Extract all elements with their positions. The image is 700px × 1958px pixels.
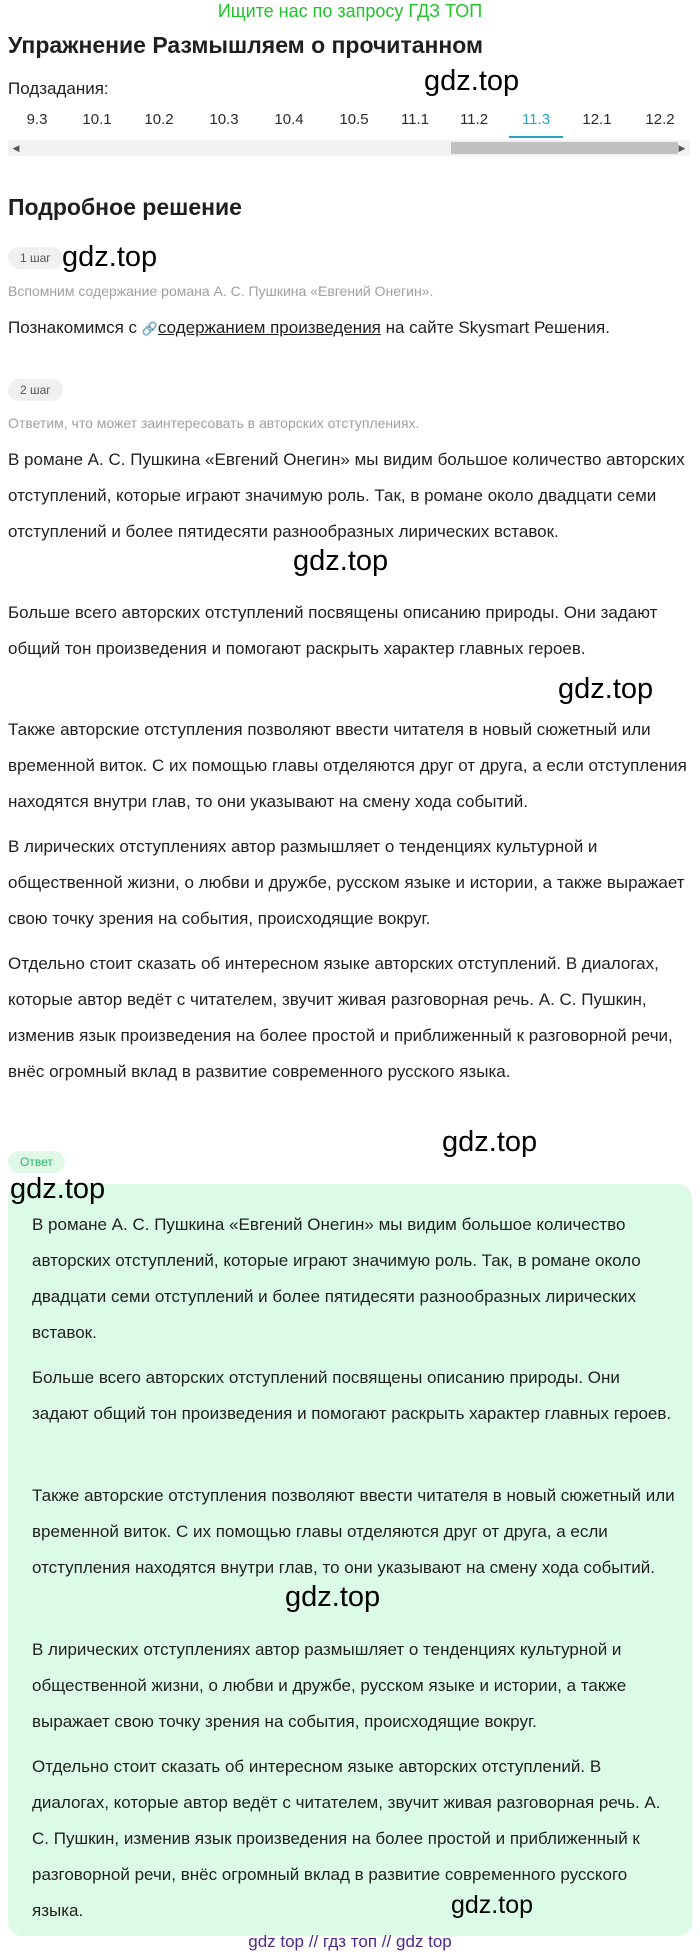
page-title: Упражнение Размышляем о прочитанном: [8, 32, 484, 58]
top-banner: Ищите нас по запросу ГДЗ ТОП: [217, 1, 483, 21]
answer-paragraph: Отдельно стоит сказать об интересном языке авторских отступлений. В диалогах, которые автор ведёт с читателем, звучит живая разговорная речь. А. С. Пушкин, изменив язык произведения на более простой и приближенный к разговорной речи, внёс огромный вклад в развитие современного русского языка.: [32, 1757, 661, 1920]
step-1-text: [8, 310, 692, 347]
step-2-hint: Ответим, что может заинтересовать в авторских отступлениях.: [8, 415, 420, 431]
triangle-left-icon[interactable]: ◀: [12, 143, 20, 153]
step-1-badge: 1 шаг: [8, 247, 63, 269]
footer-link[interactable]: гдз топ: [322, 1932, 378, 1951]
footer-link[interactable]: gdz top: [395, 1932, 452, 1951]
tab-10-1[interactable]: 10.1: [82, 111, 112, 128]
step-2-badge: 2 шаг: [8, 379, 63, 401]
answer-paragraph: Больше всего авторских отступлений посвящены описанию природы. Они задают общий тон произведения и помогают раскрыть характер главных героев.: [32, 1368, 672, 1423]
triangle-right-icon[interactable]: ▶: [678, 143, 686, 153]
watermark: gdz.top: [424, 65, 520, 97]
footer-separator: //: [381, 1932, 392, 1951]
tab-11-1[interactable]: 11.1: [400, 111, 430, 128]
tab-10-2[interactable]: 10.2: [144, 111, 174, 128]
footer-link[interactable]: gdz top: [248, 1932, 304, 1951]
tab-10-3[interactable]: 10.3: [209, 111, 239, 128]
answer-paragraph: В романе А. С. Пушкина «Евгений Онегин» мы видим большое количество авторских отступлений, которые играют значимую роль. Так, в романе около двадцати семи отступлений и более пятидесяти разнообразных лирических вставок.: [32, 1215, 641, 1342]
watermark: gdz.top: [62, 241, 158, 273]
tab-11-2[interactable]: 11.2: [459, 111, 489, 128]
subtask-tabs: [0, 106, 700, 138]
step-2-paragraph: В лирических отступлениях автор размышляет о тенденциях культурной и общественной жизни, о любви и дружбе, русском языке и истории, а также выражает свою точку зрения на события, происходящие вокруг.: [8, 837, 685, 928]
link-icon: 🔗: [141, 321, 158, 336]
step-2-paragraph: Больше всего авторских отступлений посвящены описанию природы. Они задают общий тон произведения и помогают раскрыть характер главных героев.: [8, 603, 658, 658]
solution-title: Подробное решение: [8, 194, 242, 220]
answer-paragraph: В лирических отступлениях автор размышляет о тенденциях культурной и общественной жизни, о любви и дружбе, русском языке и истории, а также выражает свою точку зрения на события, происходящие вокруг.: [32, 1640, 627, 1731]
tab-10-5[interactable]: 10.5: [339, 111, 369, 128]
watermark: gdz.top: [285, 1581, 381, 1613]
tab-9-3[interactable]: 9.3: [26, 111, 48, 128]
tab-12-1[interactable]: 12.1: [582, 111, 612, 128]
tab-11-3[interactable]: 11.3: [509, 106, 563, 138]
subtasks-label: Подзадания:: [8, 79, 109, 98]
step-1-hint: Вспомним содержание романа А. С. Пушкина «Евгений Онегин».: [8, 283, 434, 299]
answer-badge: Ответ: [8, 1151, 65, 1173]
footer-separator: //: [308, 1932, 319, 1951]
scroll-thumb[interactable]: [451, 142, 678, 154]
watermark: gdz.top: [442, 1126, 538, 1158]
tabs-scrollbar[interactable]: [8, 140, 690, 156]
step-2-paragraph: В романе А. С. Пушкина «Евгений Онегин» мы видим большое количество авторских отступлений, которые играют значимую роль. Так, в романе около двадцати семи отступлений и более пятидесяти разнообразных лирических вставок.: [8, 450, 685, 541]
step-2-paragraph: Также авторские отступления позволяют ввести читателя в новый сюжетный или временной виток. С их помощью главы отделяются друг от друга, а если отступления находятся внутри глав, то они указывают на смену хода событий.: [8, 720, 687, 811]
watermark: gdz.top: [451, 1891, 534, 1919]
watermark: gdz.top: [558, 673, 654, 705]
answer-paragraph: Также авторские отступления позволяют ввести читателя в новый сюжетный или временной виток. С их помощью главы отделяются друг от друга, а если отступления находятся внутри глав, то они указывают на смену хода событий.: [32, 1486, 675, 1577]
step-1-text-after: на сайте Skysmart Решения.: [380, 318, 610, 337]
tab-10-4[interactable]: 10.4: [274, 111, 304, 128]
watermark: gdz.top: [10, 1173, 106, 1205]
step-2-paragraph: Отдельно стоит сказать об интересном языке авторских отступлений. В диалогах, которые автор ведёт с читателем, звучит живая разговорная речь. А. С. Пушкин, изменив язык произведения на более простой и приближенный к разговорной речи, внёс огромный вклад в развитие современного русского языка.: [8, 954, 673, 1081]
content-link[interactable]: содержанием произведения: [157, 318, 381, 337]
footer-links: [0, 1930, 700, 1954]
step-1-text-before: Познакомимся с: [8, 318, 142, 337]
watermark: gdz.top: [293, 545, 389, 577]
tab-12-2[interactable]: 12.2: [645, 111, 675, 128]
